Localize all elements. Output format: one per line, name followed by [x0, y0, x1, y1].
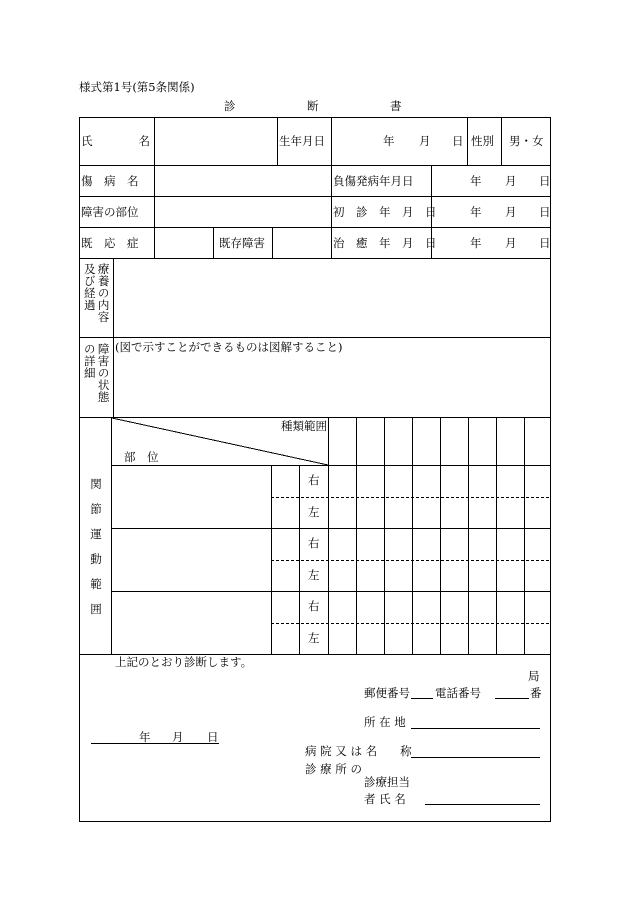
first-visit-date-label: 初 診 年 月 日: [333, 205, 437, 219]
first-visit-day-label: 日: [539, 205, 551, 219]
form-number: 様式第1号(第5条関係): [79, 80, 195, 94]
address-label: 所 在 地: [364, 715, 406, 729]
postal-code-field[interactable]: [411, 684, 433, 698]
part-label: 部 位: [124, 450, 159, 464]
recovery-date-label: 治 癒 年 月 日: [333, 236, 437, 250]
diagnosis-statement: 上記のとおり診断します。: [115, 655, 253, 669]
hospital-name-label-line2: 診 療 所 の: [305, 762, 362, 776]
recovery-month-label: 月: [505, 236, 517, 250]
onset-date-label: 負傷発病年月日: [333, 174, 414, 188]
first-visit-month-label: 月: [505, 205, 517, 219]
title-char-3: 書: [390, 99, 402, 113]
disability-detail-field[interactable]: [114, 356, 550, 416]
kyoku-label: 局: [528, 669, 540, 683]
doctor-name-field[interactable]: [425, 788, 540, 804]
doctor-name-label: 診療担当: [364, 775, 410, 789]
joint-right-label-2: 右: [308, 536, 320, 550]
treatment-section-label: 療養の内容及び経過: [82, 263, 111, 323]
birth-month-label: 月: [419, 134, 431, 148]
hospital-name-label: 病 院 又 は 名 称: [305, 744, 412, 758]
injury-name-field[interactable]: [155, 166, 331, 196]
disability-detail-note: (図で示すことができるものは図解すること): [115, 340, 343, 354]
joint-left-label-3: 左: [308, 631, 320, 645]
joint-right-label-1: 右: [308, 473, 320, 487]
recovery-year-label: 年: [470, 236, 482, 250]
joint-part-field-3[interactable]: [112, 592, 271, 654]
existing-condition-label: 既 応 症: [81, 236, 139, 250]
first-visit-year-label: 年: [470, 205, 482, 219]
phone-field[interactable]: [495, 684, 529, 698]
disability-part-label: 障害の部位: [81, 205, 139, 219]
birth-date-label: 生年月日: [279, 134, 325, 148]
joint-range-label-text: 関節運動範囲: [90, 477, 102, 616]
onset-month-label: 月: [505, 174, 517, 188]
existing-condition-field[interactable]: [155, 228, 213, 258]
injury-name-label: 傷 病 名: [81, 174, 139, 188]
type-range-label: 種類範囲: [281, 419, 327, 433]
joint-part-field-2[interactable]: [112, 529, 271, 591]
joint-part-field-1[interactable]: [112, 466, 271, 528]
doctor-name-label-line2: 者 氏 名: [364, 792, 406, 806]
joint-left-label-1: 左: [308, 505, 320, 519]
title-char-2: 断: [307, 99, 319, 113]
name-label: 氏 名: [81, 134, 150, 148]
birth-year-label: 年: [383, 134, 395, 148]
recovery-day-label: 日: [539, 236, 551, 250]
treatment-field[interactable]: [114, 259, 550, 337]
postal-code-label: 郵便番号: [364, 686, 410, 700]
sex-label: 性別: [471, 134, 494, 148]
address-field[interactable]: [411, 712, 540, 728]
issue-day-label: 日: [207, 730, 219, 744]
onset-year-label: 年: [470, 174, 482, 188]
birth-day-label: 日: [452, 134, 464, 148]
onset-day-label: 日: [539, 174, 551, 188]
joint-range-label: [89, 472, 103, 622]
phone-label: 電話番号: [435, 686, 481, 700]
joint-right-label-3: 右: [308, 599, 320, 613]
disability-detail-section-label: 障害の状態の詳細: [82, 343, 111, 403]
joint-left-label-2: 左: [308, 568, 320, 582]
existing-disability-field[interactable]: [273, 228, 331, 258]
issue-month-label: 月: [172, 730, 184, 744]
name-field[interactable]: [155, 118, 277, 165]
hospital-name-field[interactable]: [411, 741, 540, 757]
existing-disability-label: 既存障害: [219, 236, 265, 250]
title-char-1: 診: [224, 99, 236, 113]
ban-label: 番: [530, 686, 542, 700]
issue-year-label: 年: [139, 730, 151, 744]
disability-part-field[interactable]: [155, 197, 331, 227]
sex-value[interactable]: 男・女: [509, 134, 544, 148]
